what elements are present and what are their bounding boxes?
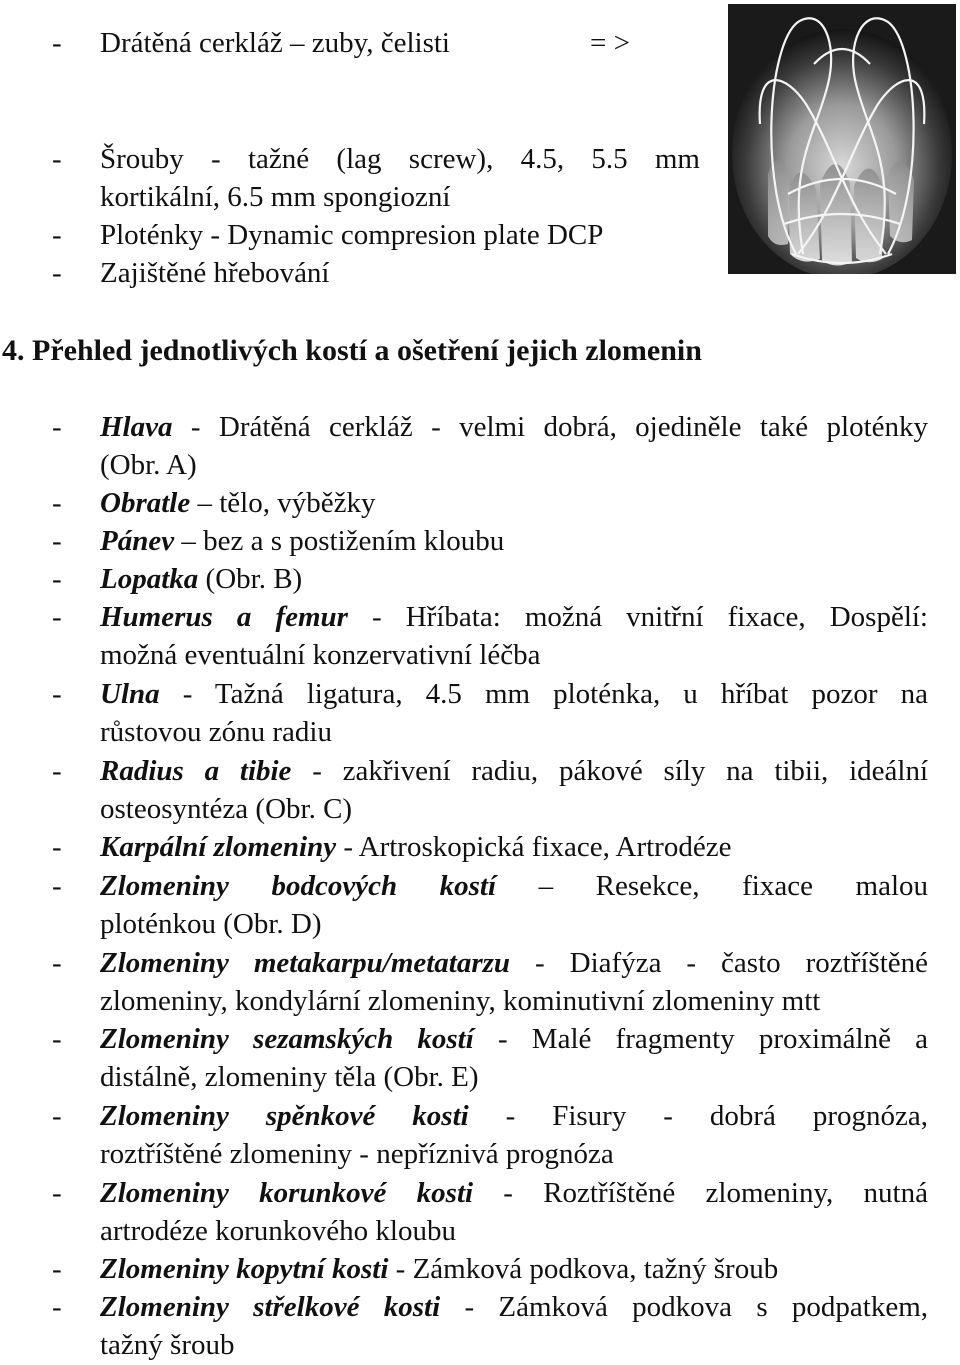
bullet-dash: - bbox=[52, 1177, 62, 1209]
bullet-dash: - bbox=[52, 1253, 62, 1285]
bullet-dash: - bbox=[52, 257, 62, 289]
bullet-dash: - bbox=[52, 678, 62, 710]
bullet-dash: - bbox=[52, 563, 62, 595]
item-head: Zlomeniny metakarpu/metatarzu bbox=[100, 947, 511, 979]
list-item-text bbox=[100, 1288, 928, 1326]
plates-text: Ploténky - Dynamic compresion plate DCP bbox=[100, 219, 604, 251]
item-head: Radius a tibie bbox=[100, 755, 292, 787]
item-cont: možná eventuální konzervativní léčba bbox=[100, 639, 541, 671]
item-rest: - Fisury - dobrá prognóza, bbox=[468, 1100, 928, 1132]
nailing-text: Zajištěné hřebování bbox=[100, 257, 330, 289]
bullet-dash: - bbox=[52, 1100, 62, 1132]
cerclage-text: Drátěná cerkláž – zuby, čelisti bbox=[100, 27, 450, 59]
bullet-dash: - bbox=[52, 1291, 62, 1323]
arrow-symbol: = > bbox=[590, 27, 630, 59]
section-heading-text: 4. Přehled jednotlivých kostí a ošetření jejich zlomenin bbox=[2, 334, 702, 367]
item-rest: - Artroskopická fixace, Artrodéze bbox=[336, 831, 732, 863]
list-item-text bbox=[100, 560, 302, 598]
bullet-dash: - bbox=[52, 487, 62, 519]
bullet-dash: - bbox=[52, 870, 62, 902]
list-item-text bbox=[100, 752, 928, 790]
list-item-text bbox=[100, 944, 928, 982]
item-cont: artrodéze korunkového kloubu bbox=[100, 1215, 456, 1247]
item-head: Karpální zlomeniny bbox=[100, 831, 337, 863]
list-item-text bbox=[100, 828, 731, 866]
item-head: Zlomeniny korunkové kosti bbox=[100, 1177, 474, 1209]
item-rest: - Roztříštěné zlomeniny, nutná bbox=[473, 1177, 928, 1209]
item-head: Humerus a femur bbox=[100, 601, 348, 633]
item-rest: – Resekce, fixace malou bbox=[496, 870, 928, 902]
item-rest: - Zámková podkova s podpatkem, bbox=[440, 1291, 928, 1323]
item-rest: – tělo, výběžky bbox=[190, 487, 376, 519]
list-item-text bbox=[100, 484, 375, 522]
list-item-text bbox=[100, 598, 928, 636]
item-cont: (Obr. A) bbox=[100, 449, 197, 481]
list-item-text bbox=[100, 1020, 928, 1058]
item-rest: – bez a s postižením kloubu bbox=[174, 525, 505, 557]
list-item-text bbox=[100, 867, 928, 905]
item-cont: růstovou zónu radiu bbox=[100, 716, 332, 748]
list-item-text bbox=[100, 522, 504, 560]
item-rest: - Tažná ligatura, 4.5 mm ploténka, u hříbat pozor na bbox=[159, 678, 928, 710]
item-cont: roztříštěné zlomeniny - nepříznivá prognóza bbox=[100, 1138, 614, 1170]
item-rest: - Zámková podkova, tažný šroub bbox=[388, 1253, 779, 1285]
screws-text-line2: kortikální, 6.5 mm spongiozní bbox=[100, 181, 451, 213]
item-head: Zlomeniny bodcových kostí bbox=[100, 870, 497, 902]
item-rest: - Hříbata: možná vnitřní fixace, Dospělí: bbox=[347, 601, 928, 633]
bullet-dash: - bbox=[52, 831, 62, 863]
item-head: Zlomeniny spěnkové kosti bbox=[100, 1100, 469, 1132]
list-item-text bbox=[100, 1174, 928, 1212]
item-cont: tažný šroub bbox=[100, 1329, 235, 1361]
item-head: Hlava bbox=[100, 411, 173, 443]
item-rest: - zakřivení radiu, pákové síly na tibii, ideální bbox=[291, 755, 928, 787]
bullet-dash: - bbox=[52, 755, 62, 787]
item-head: Zlomeniny střelkové kosti bbox=[100, 1291, 441, 1323]
item-cont: distálně, zlomeniny těla (Obr. E) bbox=[100, 1061, 479, 1093]
item-cont: ploténkou (Obr. D) bbox=[100, 908, 322, 940]
bullet-dash: - bbox=[52, 601, 62, 633]
list-item-text bbox=[100, 408, 928, 446]
screws-text-line1: Šrouby - tažné (lag screw), 4.5, 5.5 mm bbox=[100, 143, 700, 175]
item-head: Ulna bbox=[100, 678, 160, 710]
item-rest: - Diafýza - často roztříštěné bbox=[510, 947, 928, 979]
item-rest: - Drátěná cerkláž - velmi dobrá, ojediněle také ploténky bbox=[172, 411, 928, 443]
list-item-text bbox=[100, 1097, 928, 1135]
item-head: Zlomeniny sezamských kostí bbox=[100, 1023, 474, 1055]
list-item-text bbox=[100, 1250, 778, 1288]
item-head: Pánev bbox=[100, 525, 175, 557]
item-head: Obratle bbox=[100, 487, 191, 519]
bullet-dash: - bbox=[52, 411, 62, 443]
item-cont: osteosyntéza (Obr. C) bbox=[100, 793, 353, 825]
item-head: Zlomeniny kopytní kosti bbox=[100, 1253, 389, 1285]
bullet-dash: - bbox=[52, 947, 62, 979]
bullet-dash: - bbox=[52, 525, 62, 557]
list-item-text bbox=[100, 675, 928, 713]
bullet-dash: - bbox=[52, 27, 62, 59]
bullet-dash: - bbox=[52, 219, 62, 251]
item-rest: (Obr. B) bbox=[198, 563, 303, 595]
item-cont: zlomeniny, kondylární zlomeniny, kominutivní zlomeniny mtt bbox=[100, 985, 821, 1017]
bullet-dash: - bbox=[52, 143, 62, 175]
bullet-dash: - bbox=[52, 1023, 62, 1055]
item-rest: - Malé fragmenty proximálně a bbox=[473, 1023, 929, 1055]
xray-wire-cerclage-image bbox=[728, 4, 956, 274]
item-head: Lopatka bbox=[100, 563, 199, 595]
